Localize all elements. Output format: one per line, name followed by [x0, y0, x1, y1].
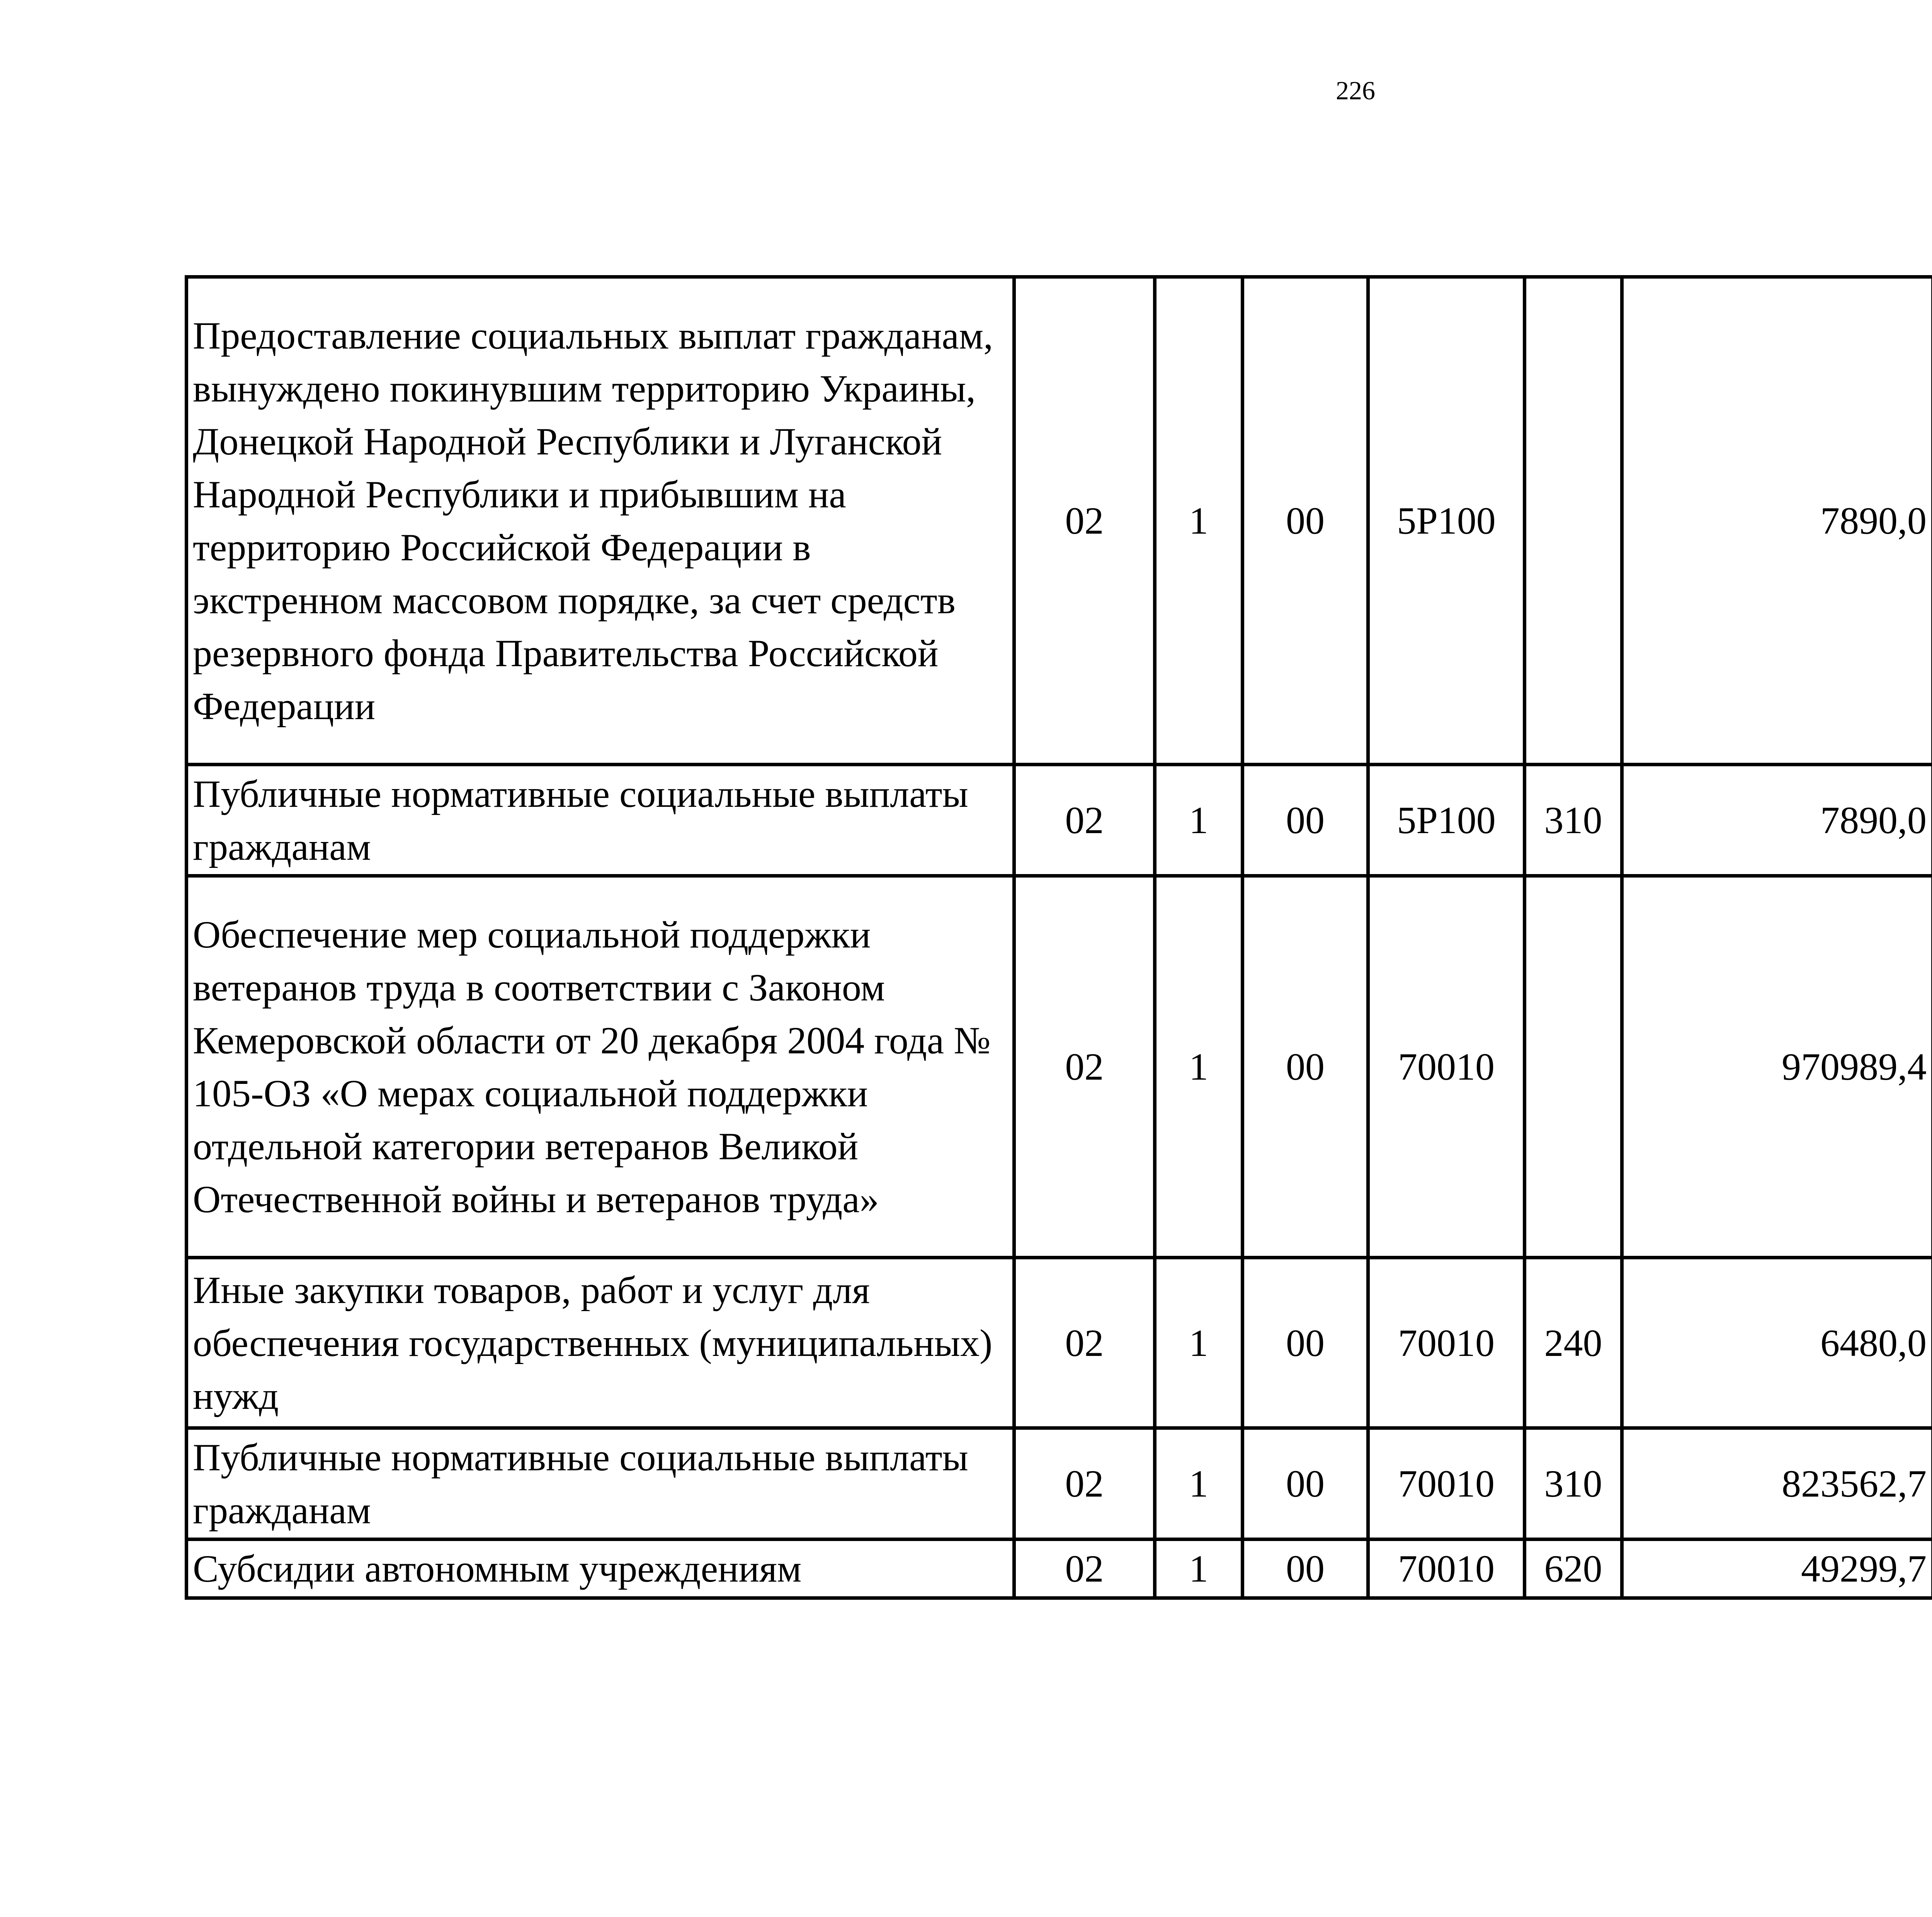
amount-year-1: 7890,0	[1622, 765, 1932, 876]
row-name: Субсидии автономным учреждениям	[187, 1539, 1014, 1598]
row-name: Публичные нормативные социальные выплаты гражданам	[187, 765, 1014, 876]
row-name: Обеспечение мер социальной поддержки ветеранов труда в соответствии с Законом Кемеровской области от 20 декабря 2004 года № 105-ОЗ «О мерах социальной поддержки отдельной категории ветеранов Великой Отечественной войны и ветеранов труда»	[187, 876, 1014, 1258]
section-code: 02	[1014, 1428, 1155, 1539]
table-row	[187, 1539, 1932, 1598]
subprogram-code: 00	[1243, 1258, 1368, 1428]
direction-code: 70010	[1368, 1258, 1525, 1428]
amount-year-1: 6480,0	[1622, 1258, 1932, 1428]
subprogram-code: 00	[1243, 1428, 1368, 1539]
amount-year-1: 49299,7	[1622, 1539, 1932, 1598]
program-code: 1	[1155, 876, 1243, 1258]
page-number: 226	[1336, 76, 1375, 105]
expense-type-code: 310	[1525, 1428, 1622, 1539]
program-code: 1	[1155, 277, 1243, 765]
amount-year-1: 970989,4	[1622, 876, 1932, 1258]
program-code: 1	[1155, 765, 1243, 876]
table-row	[187, 1428, 1932, 1539]
section-code: 02	[1014, 1258, 1155, 1428]
expense-type-code	[1525, 876, 1622, 1258]
budget-table	[185, 275, 1932, 1600]
expense-type-code	[1525, 277, 1622, 765]
direction-code: 5Р100	[1368, 765, 1525, 876]
section-code: 02	[1014, 765, 1155, 876]
section-code: 02	[1014, 277, 1155, 765]
expense-type-code: 240	[1525, 1258, 1622, 1428]
row-name: Предоставление социальных выплат гражданам, вынуждено покинувшим территорию Украины, Донецкой Народной Республики и Луганской Народной Республики и прибывшим на территорию Российской Федерации в экстренном массовом порядке, за счет средств резервного фонда Правительства Российской Федерации	[187, 277, 1014, 765]
row-name: Иные закупки товаров, работ и услуг для обеспечения государственных (муниципальных) нужд	[187, 1258, 1014, 1428]
subprogram-code: 00	[1243, 765, 1368, 876]
direction-code: 5Р100	[1368, 277, 1525, 765]
program-code: 1	[1155, 1258, 1243, 1428]
section-code: 02	[1014, 876, 1155, 1258]
table-row	[187, 277, 1932, 765]
table-row	[187, 765, 1932, 876]
direction-code: 70010	[1368, 1539, 1525, 1598]
expense-type-code: 310	[1525, 765, 1622, 876]
program-code: 1	[1155, 1428, 1243, 1539]
direction-code: 70010	[1368, 876, 1525, 1258]
table-row	[187, 1258, 1932, 1428]
amount-year-1: 7890,0	[1622, 277, 1932, 765]
row-name: Публичные нормативные социальные выплаты гражданам	[187, 1428, 1014, 1539]
amount-year-1: 823562,7	[1622, 1428, 1932, 1539]
subprogram-code: 00	[1243, 876, 1368, 1258]
program-code: 1	[1155, 1539, 1243, 1598]
direction-code: 70010	[1368, 1428, 1525, 1539]
subprogram-code: 00	[1243, 1539, 1368, 1598]
table-row	[187, 876, 1932, 1258]
section-code: 02	[1014, 1539, 1155, 1598]
subprogram-code: 00	[1243, 277, 1368, 765]
expense-type-code: 620	[1525, 1539, 1622, 1598]
